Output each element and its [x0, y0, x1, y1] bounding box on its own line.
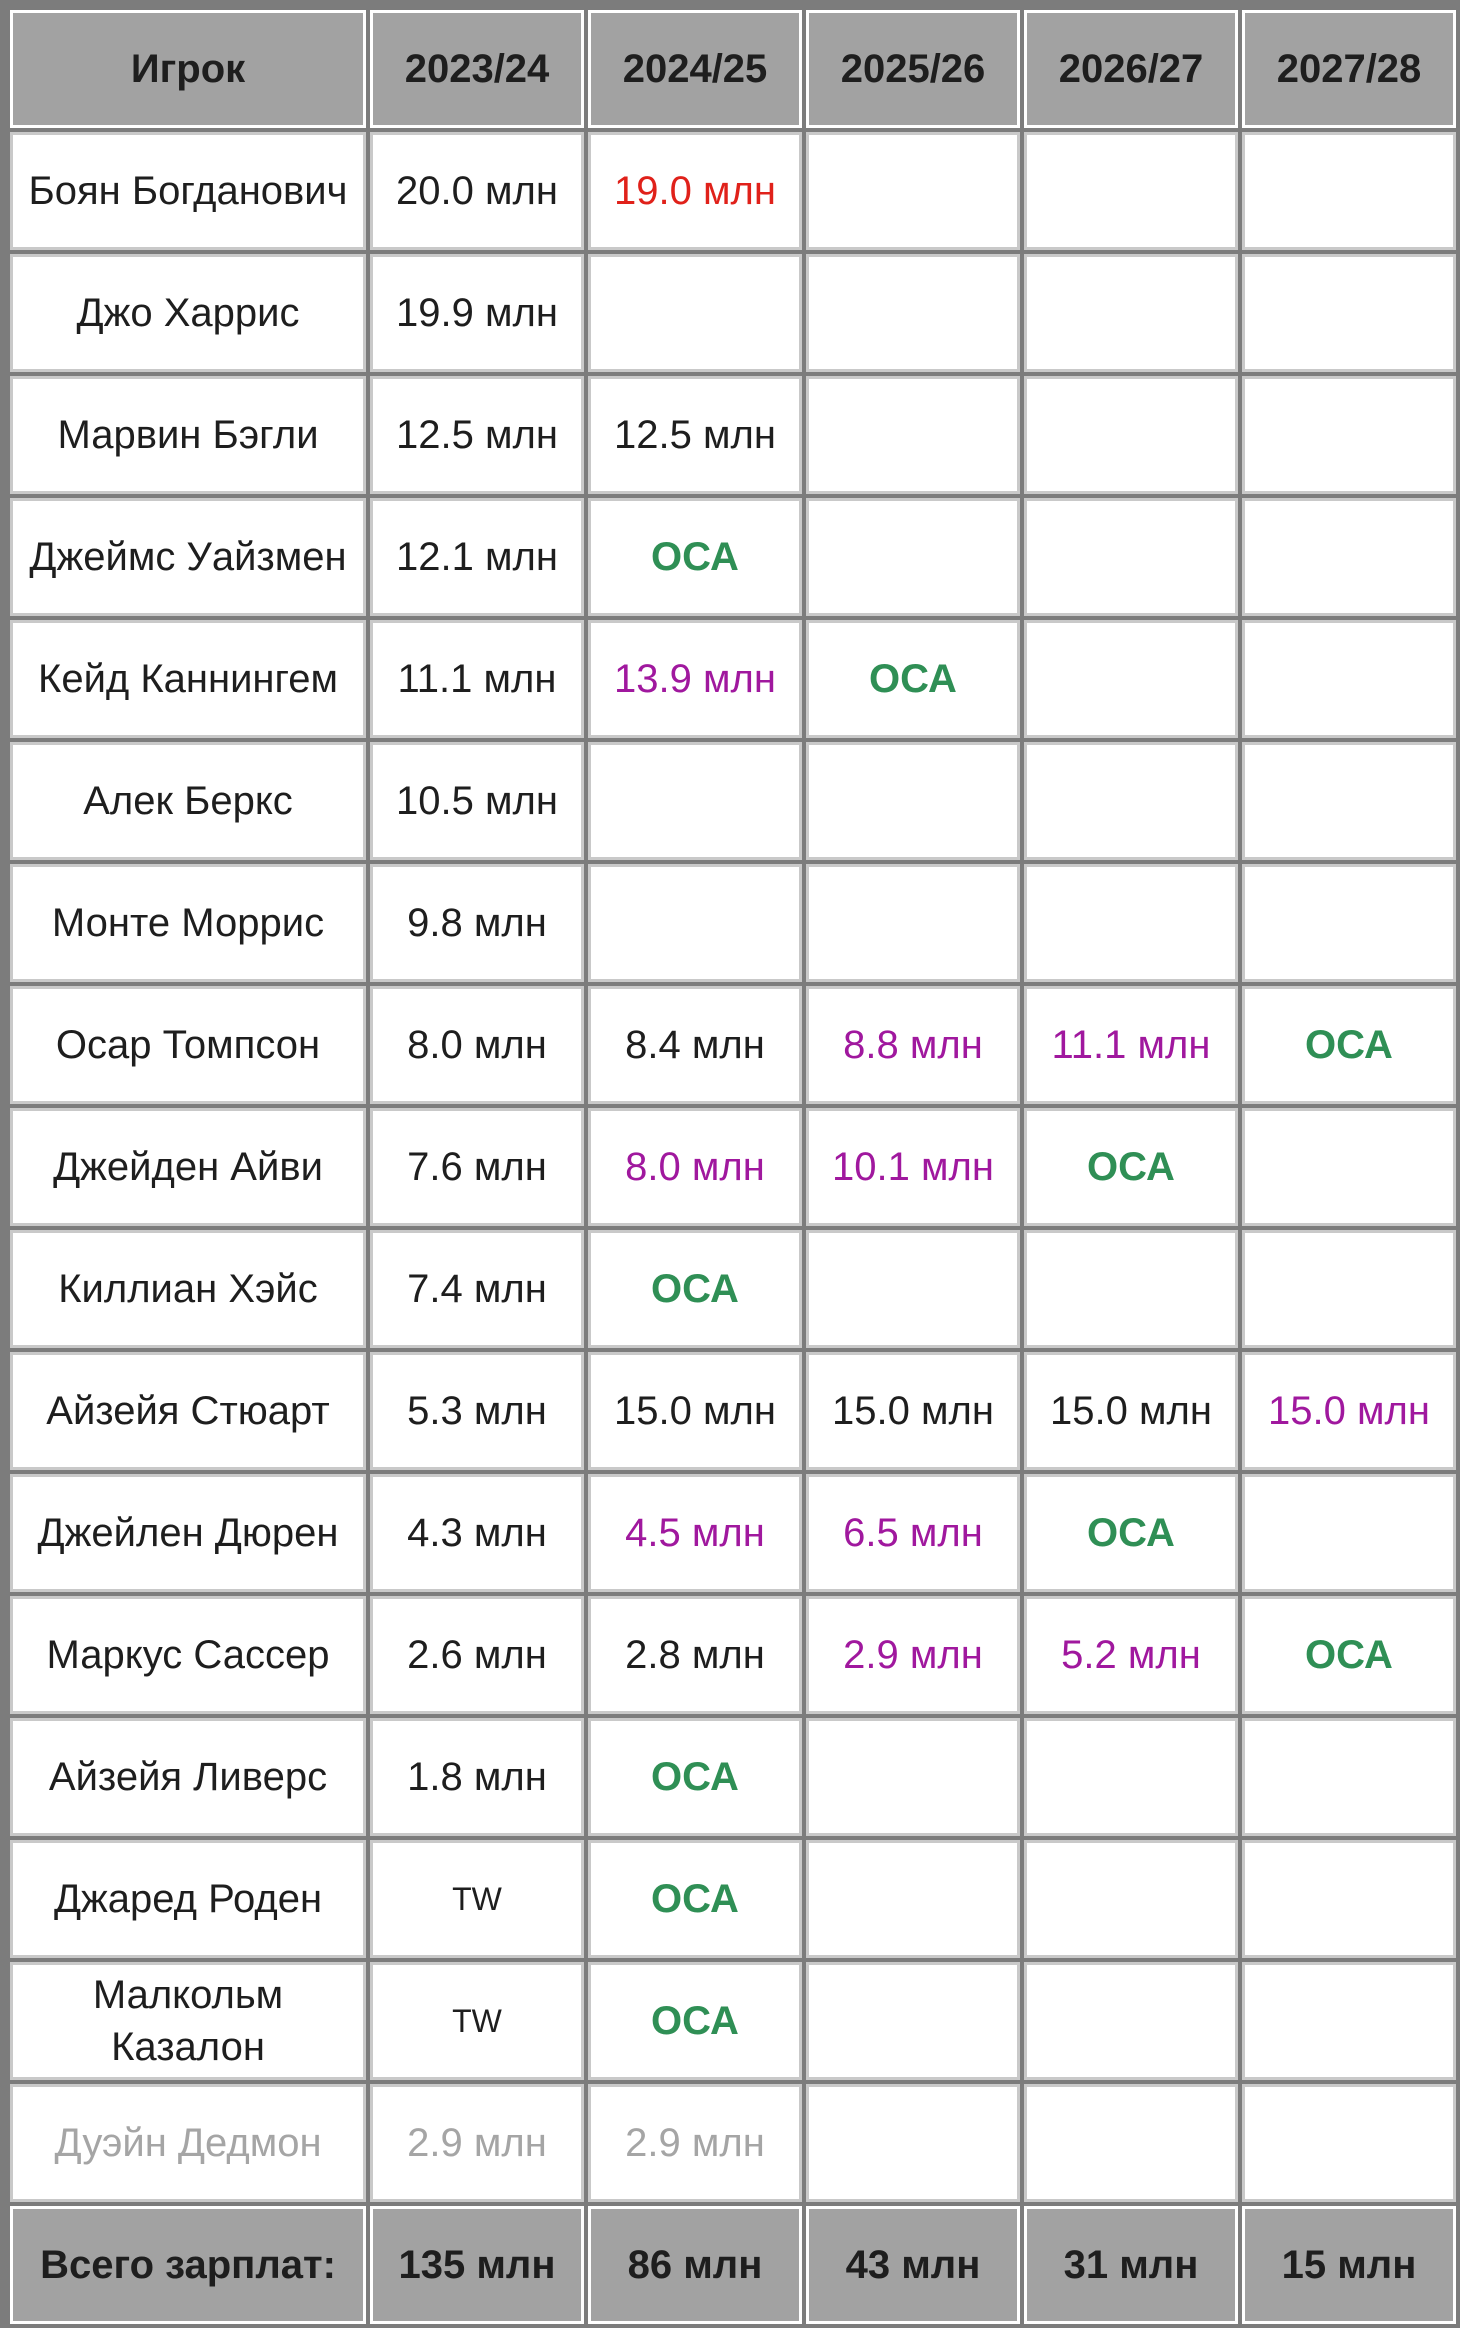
salary-cell: 2.8 млн [588, 1596, 802, 1714]
salary-cell: ОСА [1024, 1474, 1238, 1592]
header-season: 2025/26 [806, 10, 1020, 128]
salary-cell: 12.5 млн [370, 376, 584, 494]
salary-cell [1242, 498, 1456, 616]
salary-cell: 8.4 млн [588, 986, 802, 1104]
salary-cell: ОСА [588, 498, 802, 616]
table-row [10, 254, 1456, 372]
player-name: Айзейя Стюарт [10, 1352, 366, 1470]
player-name: Киллиан Хэйс [10, 1230, 366, 1348]
salary-cell [1242, 620, 1456, 738]
salary-cell: 2.9 млн [370, 2084, 584, 2202]
salary-cell: 15.0 млн [1242, 1352, 1456, 1470]
salary-cell: 8.8 млн [806, 986, 1020, 1104]
totals-row [10, 2206, 1456, 2324]
salary-cell [1242, 132, 1456, 250]
table-row [10, 376, 1456, 494]
salary-cell [1024, 864, 1238, 982]
salary-cell [806, 1718, 1020, 1836]
salary-cell: 13.9 млн [588, 620, 802, 738]
table-row [10, 1596, 1456, 1714]
player-name: Маркус Сассер [10, 1596, 366, 1714]
table-header [10, 10, 1456, 128]
salary-cell: 2.9 млн [588, 2084, 802, 2202]
salary-cell [1242, 1962, 1456, 2080]
player-name: Джо Харрис [10, 254, 366, 372]
salary-cell: ОСА [1024, 1108, 1238, 1226]
header-row [10, 10, 1456, 128]
salary-cell: ОСА [1242, 986, 1456, 1104]
player-name: Джаред Роден [10, 1840, 366, 1958]
salary-cell [1242, 1230, 1456, 1348]
salary-cell: 15.0 млн [1024, 1352, 1238, 1470]
table-body [10, 132, 1456, 2202]
salary-cell: ОСА [806, 620, 1020, 738]
player-name: Малкольм Казалон [10, 1962, 366, 2080]
salary-cell: 6.5 млн [806, 1474, 1020, 1592]
salary-cell: 12.1 млн [370, 498, 584, 616]
player-name: Алек Беркс [10, 742, 366, 860]
salary-cell: 4.5 млн [588, 1474, 802, 1592]
table-row [10, 742, 1456, 860]
salary-cell [806, 2084, 1020, 2202]
salary-cell: ОСА [588, 1230, 802, 1348]
table-row [10, 1230, 1456, 1348]
table-row [10, 1962, 1456, 2080]
salary-cell [1242, 1474, 1456, 1592]
salary-cell: TW [370, 1962, 584, 2080]
table-footer [10, 2206, 1456, 2324]
table-row [10, 1108, 1456, 1226]
salary-cell [806, 864, 1020, 982]
player-name: Джейлен Дюрен [10, 1474, 366, 1592]
player-name: Монте Моррис [10, 864, 366, 982]
salary-cell [806, 1962, 1020, 2080]
table-row [10, 986, 1456, 1104]
salary-cell [1024, 620, 1238, 738]
totals-cell: 31 млн [1024, 2206, 1238, 2324]
header-season: 2023/24 [370, 10, 584, 128]
salary-cell [806, 376, 1020, 494]
salary-cell [1024, 2084, 1238, 2202]
player-name: Марвин Бэгли [10, 376, 366, 494]
salary-cell [1024, 1230, 1238, 1348]
table-row [10, 1840, 1456, 1958]
salary-cell: 20.0 млн [370, 132, 584, 250]
totals-cell: 15 млн [1242, 2206, 1456, 2324]
player-name: Осар Томпсон [10, 986, 366, 1104]
salary-cell [1024, 1962, 1238, 2080]
salary-cell: 11.1 млн [1024, 986, 1238, 1104]
salary-cell: 10.5 млн [370, 742, 584, 860]
salary-cell: ОСА [588, 1718, 802, 1836]
totals-cell: 43 млн [806, 2206, 1020, 2324]
salary-cell [1024, 742, 1238, 860]
header-season: 2026/27 [1024, 10, 1238, 128]
player-name: Джейден Айви [10, 1108, 366, 1226]
salary-cell [1024, 1718, 1238, 1836]
header-season: 2027/28 [1242, 10, 1456, 128]
salary-cell: 2.9 млн [806, 1596, 1020, 1714]
salary-cell [588, 254, 802, 372]
salary-cell: ОСА [588, 1962, 802, 2080]
salary-cell [806, 742, 1020, 860]
salary-cell [1242, 1840, 1456, 1958]
salary-cell: 15.0 млн [806, 1352, 1020, 1470]
player-name: Боян Богданович [10, 132, 366, 250]
salary-cell: 8.0 млн [370, 986, 584, 1104]
salary-cell: 19.9 млн [370, 254, 584, 372]
salary-cell [1024, 498, 1238, 616]
salary-cell [1242, 376, 1456, 494]
player-name: Айзейя Ливерс [10, 1718, 366, 1836]
salary-cell [1242, 1718, 1456, 1836]
salary-cell [806, 498, 1020, 616]
totals-cell: 135 млн [370, 2206, 584, 2324]
salary-cell: 15.0 млн [588, 1352, 802, 1470]
salary-cell: 8.0 млн [588, 1108, 802, 1226]
totals-cell: 86 млн [588, 2206, 802, 2324]
salary-cell: 7.6 млн [370, 1108, 584, 1226]
salary-cell: 10.1 млн [806, 1108, 1020, 1226]
salary-cell: ОСА [1242, 1596, 1456, 1714]
salary-cell: 1.8 млн [370, 1718, 584, 1836]
header-player: Игрок [10, 10, 366, 128]
salary-cell [1024, 1840, 1238, 1958]
salary-cell: 9.8 млн [370, 864, 584, 982]
salary-cell: 5.2 млн [1024, 1596, 1238, 1714]
player-name: Джеймс Уайзмен [10, 498, 366, 616]
table-row [10, 1474, 1456, 1592]
totals-label: Всего зарплат: [10, 2206, 366, 2324]
table-row [10, 498, 1456, 616]
salary-cell: ОСА [588, 1840, 802, 1958]
table-row [10, 1352, 1456, 1470]
salary-cell: 2.6 млн [370, 1596, 584, 1714]
table-row [10, 1718, 1456, 1836]
salary-cell: 4.3 млн [370, 1474, 584, 1592]
salary-cell [588, 864, 802, 982]
table-row [10, 2084, 1456, 2202]
player-name: Кейд Каннингем [10, 620, 366, 738]
salary-cell [1242, 1108, 1456, 1226]
table-row [10, 132, 1456, 250]
salary-cell: 11.1 млн [370, 620, 584, 738]
table-row [10, 620, 1456, 738]
salary-cell: 7.4 млн [370, 1230, 584, 1348]
salary-cell: 19.0 млн [588, 132, 802, 250]
salary-cell [1242, 2084, 1456, 2202]
salary-cell [1024, 254, 1238, 372]
salary-cell [806, 254, 1020, 372]
salary-cell: 12.5 млн [588, 376, 802, 494]
salary-cell [588, 742, 802, 860]
salary-cell [1024, 132, 1238, 250]
table-row [10, 864, 1456, 982]
salary-cell [1242, 254, 1456, 372]
salary-cell [1242, 742, 1456, 860]
salary-cell [806, 1230, 1020, 1348]
salary-cell: TW [370, 1840, 584, 1958]
salary-cell [806, 132, 1020, 250]
header-season: 2024/25 [588, 10, 802, 128]
salary-cell [806, 1840, 1020, 1958]
salary-cell [1242, 864, 1456, 982]
player-name: Дуэйн Дедмон [10, 2084, 366, 2202]
salary-cell [1024, 376, 1238, 494]
salary-cell: 5.3 млн [370, 1352, 584, 1470]
